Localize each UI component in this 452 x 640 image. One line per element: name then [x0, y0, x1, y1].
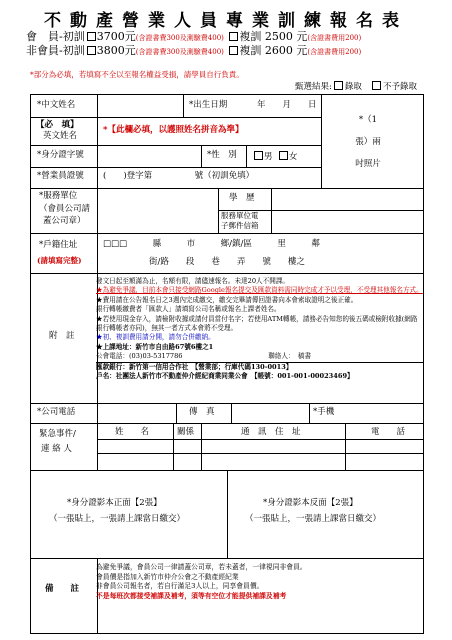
nonmember-re-checkbox[interactable] [229, 46, 238, 55]
id-label: *身分證字號 [37, 150, 84, 160]
divider [31, 423, 423, 424]
nonmember-label: 非會員-初訓 [26, 44, 85, 57]
en-name-note: *【此欄必填，以護照姓名拼音為準】 [103, 125, 244, 135]
member-price: 3700 [96, 30, 125, 43]
cert-field[interactable]: ( )登字第 號（初訓免填） [103, 171, 255, 181]
emergency-label-1: 緊急事件/ [39, 429, 76, 439]
member-re-note: (含證書費用200) [307, 34, 362, 42]
notes-label: 附 註 [49, 331, 75, 341]
note-item [96, 362, 424, 372]
selection-result [295, 80, 417, 92]
gender-options [253, 151, 297, 163]
divider [97, 453, 423, 454]
note-item [96, 372, 424, 381]
id-back-upload[interactable] [229, 473, 421, 555]
note-text: 發文日起至額滿為止，名額有限，請儘速報名。未達20人不開課。 [96, 277, 290, 285]
address-line-2[interactable]: 街/路 段 巷 弄 號 樓之 [149, 257, 305, 267]
divider [173, 423, 174, 470]
employer-sub-2: 蓋公司章） [43, 216, 86, 226]
note-text: 戶名：社團法人新竹市不動產仲介經紀商業同業公會 【帳號：001-001-00023469】 [96, 372, 354, 381]
notes-content [96, 277, 424, 381]
mobile-label: *手機 [313, 407, 335, 417]
remark-item: 非會員公司報名者，若自行滿足3人以上，同享會員價。 [96, 582, 264, 591]
en-name-label: 英文姓名 [43, 131, 78, 141]
accept-checkbox[interactable] [334, 81, 343, 90]
divider [345, 423, 346, 470]
id-back-label: *身分證影本反面【2張】 [263, 498, 358, 508]
divider [31, 188, 423, 189]
education-label: 學 歷 [229, 193, 255, 203]
divider [227, 470, 228, 558]
divider [97, 423, 98, 470]
en-name-required-label: 【必 填】 [36, 120, 79, 130]
note-item [96, 333, 424, 342]
divider [31, 273, 423, 274]
mobile-field[interactable] [349, 405, 421, 420]
remark-item: 為避免爭議，會員公司一律請蓋公司章，若未蓋者，一律視同非會員。 [96, 563, 307, 571]
member-label: 會 員-初訓 [26, 30, 85, 43]
address-line-1[interactable]: □□□ 縣 市 鄉/鎮/區 里 鄰 [103, 239, 320, 249]
nonmember-note: (含證書費300及測驗費400) [135, 48, 224, 56]
employer-field[interactable] [101, 191, 215, 231]
id-front-note: （一張貼上，一張請上課當日繳交） [49, 514, 186, 524]
nonmember-unit: 元 [124, 44, 136, 57]
emergency-name-header: 姓 名 [115, 427, 150, 437]
email-label-2: 子郵件信箱 [221, 221, 259, 230]
divider [321, 95, 322, 188]
note-text: ★若使用現金存入，請檢附收據或請付員當付名字；若使用ATM轉帳，請務必告知您的後五碼或檢附收據(網路銀行轉帳者亦同)，無其一者方式本會將不受理。 [96, 314, 418, 333]
company-phone-label: *公司電話 [37, 407, 76, 417]
note-text: ★費用請在公告報名日之3週內完成繳交，繳交完畢請傳回證書向本會索取證明之後正確。 [96, 295, 358, 304]
remark-item: 會員價是指加入新竹市仲介公會之不動產經紀業 [96, 572, 239, 581]
nonmember-initial-checkbox[interactable] [87, 46, 96, 55]
female-checkbox[interactable] [279, 151, 288, 160]
form-title: 不動產營業人員專業訓練報名表 [44, 11, 408, 31]
note-text: ★為避免爭議，目前本會只接受網路Google報名提交及匯款資料需同時完成才予以受理，不受理其他報名方式。 [96, 286, 423, 295]
note-item [96, 352, 424, 361]
divider [271, 188, 272, 233]
divider [97, 439, 423, 440]
name-field[interactable] [101, 99, 179, 114]
note-text: 聯絡人： 稿書 [268, 352, 312, 361]
member-re-price: 2500 [264, 30, 293, 43]
divider [201, 423, 202, 470]
male-checkbox[interactable] [254, 151, 263, 160]
divider [183, 95, 184, 117]
note-item [96, 343, 424, 352]
note-text: ★上課地址：新竹市自由路67號6樓之1 [96, 342, 214, 351]
required-note: *部分為必填，若填寫不全以至報名權益受損，請學員自行負責。 [30, 70, 244, 79]
result-label: 甄選結果: [295, 82, 332, 92]
note-item [96, 296, 424, 305]
fee-row-nonmember [26, 42, 361, 58]
member-note: (含證書費300及測驗費400) [135, 34, 224, 42]
note-text: 銀行轉帳繳費者「匯款人」請填寫公司名稱或報名上課者姓名。 [96, 305, 281, 314]
note-item [96, 305, 424, 314]
emergency-phone-header: 電 話 [371, 427, 406, 437]
divider [31, 233, 423, 234]
divider [31, 167, 321, 168]
member-re-label: 複訓 [239, 30, 262, 43]
divider [201, 145, 202, 167]
nonmember-price: 3800 [96, 44, 125, 57]
divider [231, 403, 232, 423]
company-phone-field[interactable] [101, 405, 173, 420]
note-text: 公會電話：(03)03-5317786 [96, 352, 183, 361]
member-initial-checkbox[interactable] [87, 32, 96, 41]
member-re-checkbox[interactable] [229, 32, 238, 41]
email-field[interactable] [275, 213, 421, 231]
divider [309, 403, 310, 423]
birth-label: *出生日期 [189, 100, 228, 110]
fax-label: 傳 真 [189, 407, 215, 417]
id-back-note: （一張貼上，一張請上課當日繳交） [245, 514, 382, 524]
employer-label: *服務單位 [39, 191, 78, 201]
divider [31, 145, 321, 146]
emergency-relation-header: 關係 [177, 427, 195, 437]
divider [97, 95, 98, 233]
email-label-1: 服務單位電 [221, 211, 259, 220]
reject-label: 不予錄取 [383, 82, 418, 92]
accept-label: 錄取 [344, 82, 362, 92]
education-field[interactable] [275, 191, 421, 208]
id-field[interactable] [101, 149, 197, 164]
divider [176, 403, 177, 423]
remarks-label: 備 註 [45, 584, 80, 594]
divider [31, 558, 423, 559]
id-front-upload[interactable] [33, 473, 225, 555]
note-item [96, 277, 424, 286]
fax-field[interactable] [235, 405, 307, 420]
reject-checkbox[interactable] [372, 81, 381, 90]
nonmember-re-note: (含證書費用200) [307, 48, 362, 56]
divider [97, 233, 98, 273]
gender-label: *性 別 [207, 150, 237, 160]
name-label: *中文姓名 [37, 100, 76, 110]
emergency-address-header: 通 訊 住 址 [241, 427, 301, 437]
male-label: 男 [264, 152, 273, 162]
divider [218, 188, 219, 233]
emergency-label-2: 連 絡 人 [41, 444, 72, 454]
remarks-content [96, 563, 307, 601]
nonmember-re-label: 複訓 [239, 44, 262, 57]
nonmember-re-unit: 元 [296, 44, 308, 57]
member-unit: 元 [124, 30, 136, 43]
id-front-label: *身分證影本正面【2張】 [67, 498, 162, 508]
nonmember-re-price: 2600 [264, 44, 293, 57]
note-text: 匯款銀行：新竹第一信用合作社 【營業部；行庫代碼130-0013】 [96, 362, 293, 371]
remark-item: 不是每班次都接受補課及補考，須等有空位才能提供補課及補考 [96, 591, 287, 600]
divider [31, 117, 321, 118]
photo-placeholder[interactable]: *（1張）兩吋照片 [355, 115, 381, 169]
note-item [96, 315, 424, 334]
divider [246, 145, 247, 167]
female-label: 女 [288, 152, 298, 162]
birth-date-field[interactable]: 年 月 日 [257, 100, 317, 110]
divider [31, 403, 423, 404]
note-text: ★初、複訓費用請分開，請勿合併繳納。 [96, 333, 215, 342]
address-label: *戶籍住址 [39, 240, 78, 250]
cert-label: *營業員證號 [37, 171, 84, 181]
member-re-unit: 元 [296, 30, 308, 43]
address-note: (請填寫完整) [37, 256, 82, 265]
divider [97, 403, 98, 423]
employer-sub-1: （會員公司請 [39, 204, 91, 214]
note-item [96, 286, 424, 295]
